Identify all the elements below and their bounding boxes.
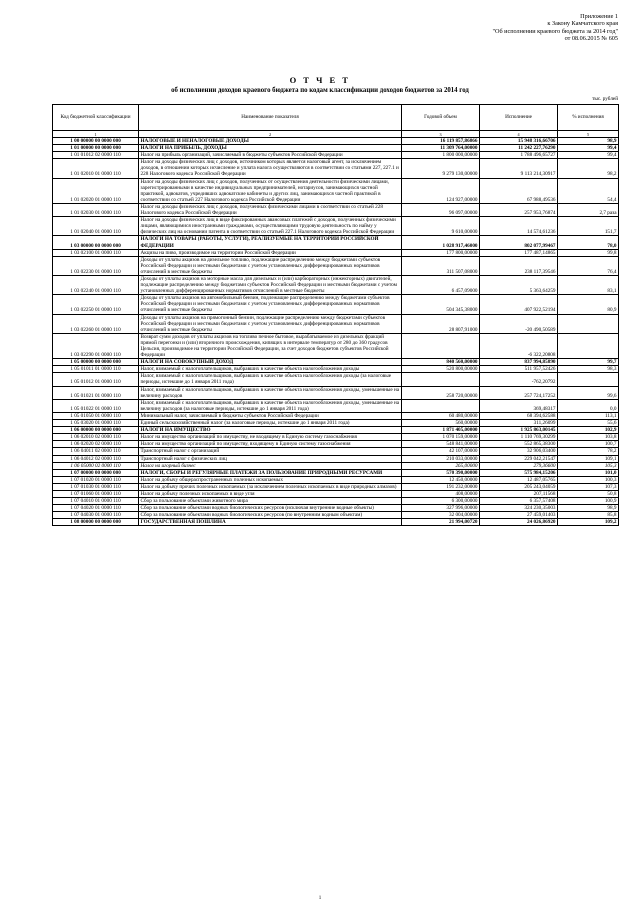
column-number: 2: [139, 131, 402, 138]
cell-plan: [402, 373, 480, 386]
cell-plan: 570 390,00000: [402, 469, 480, 476]
cell-code: 1 05 03020 01 0000 110: [53, 420, 139, 427]
cell-exec: 837 994,85890: [480, 359, 558, 366]
column-number: 4: [480, 131, 558, 138]
table-row: [53, 386, 619, 399]
table-row: [53, 448, 619, 455]
table-row: [53, 359, 619, 366]
cell-name: Возврат сумм доходов от уплаты акцизов на топливо печное бытовое, вырабатываемое из дизельных фракций прямой перегонки и (или) вторичного происхождения, кипящих в интервале температур от 280 до 360 градусов Цельсия, производимое на территории Российской Федерации, за счет доходов бюджетов субъектов Российской Федерации: [139, 333, 402, 358]
cell-name: Налог, взимаемый с налогоплательщиков, выбравших в качестве объекта налогообложения доходы, уменьшенные на величину расходов (за налоговые периоды, истекшие до 1 января 2011 года): [139, 399, 402, 412]
cell-pct: 100,9: [558, 498, 619, 505]
cell-pct: 83,1: [558, 275, 619, 294]
cell-code: 1 06 02010 02 0000 110: [53, 434, 139, 441]
cell-name: НАЛОГИ НА ТОВАРЫ (РАБОТЫ, УСЛУГИ), РЕАЛИЗУЕМЫЕ НА ТЕРРИТОРИИ РОССИЙСКОЙ ФЕДЕРАЦИИ: [139, 236, 402, 249]
cell-name: Налог на добычу прочих полезных ископаемых (за исключением полезных ископаемых в виде природных алмазов): [139, 483, 402, 490]
cell-code: 1 05 01021 01 0000 110: [53, 386, 139, 399]
cell-code: 1 06 02020 02 0000 110: [53, 441, 139, 448]
cell-exec: 324 230,35003: [480, 505, 558, 512]
cell-plan: [402, 333, 480, 358]
table-row: [53, 203, 619, 216]
cell-name: НАЛОГОВЫЕ И НЕНАЛОГОВЫЕ ДОХОДЫ: [139, 138, 402, 145]
cell-name: Налог на доходы физических лиц в виде фиксированных авансовых платежей с доходов, полученных физическими лицами, являющимися иностранными гражданами, осуществляющими трудовую деятельность по найму у физических лиц на основании патента в соответствии со статьей 227.1 Налогового кодекса Российской Федерации: [139, 217, 402, 236]
cell-exec: 15 948 316,66706: [480, 138, 558, 145]
cell-exec: -20 490,50589: [480, 314, 558, 333]
cell-exec: 6 357,57408: [480, 498, 558, 505]
cell-plan: 124 927,00000: [402, 178, 480, 203]
cell-name: Сбор за пользование объектами животного мира: [139, 498, 402, 505]
cell-plan: 9 279 130,00000: [402, 159, 480, 178]
cell-pct: 78,2: [558, 448, 619, 455]
cell-plan: 1 070 159,00000: [402, 434, 480, 441]
cell-name: Налог, взимаемый с налогоплательщиков, выбравших в качестве объекта налогообложения доходы: [139, 366, 402, 373]
cell-name: НАЛОГИ НА ИМУЩЕСТВО: [139, 427, 402, 434]
cell-code: 1 07 01060 01 0000 110: [53, 490, 139, 497]
cell-code: 1 03 02290 01 0000 110: [53, 333, 139, 358]
cell-name: ГОСУДАРСТВЕННАЯ ПОШЛИНА: [139, 519, 402, 526]
cell-name: Налог на доходы физических лиц с доходов, источником которых является налоговый агент, за исключением доходов, в отношении которых исчисление и уплата налога осуществляются в соответствии со статьями 227, 227.1 и 228 Налогового кодекса Российской Федерации: [139, 159, 402, 178]
cell-pct: 99,4: [558, 145, 619, 152]
table-row: [53, 256, 619, 275]
cell-code: 1 07 01030 01 0000 110: [53, 483, 139, 490]
cell-plan: 408,00000: [402, 490, 480, 497]
table-row: [53, 412, 619, 419]
table-row: [53, 249, 619, 256]
cell-exec: 575 984,15206: [480, 469, 558, 476]
cell-pct: 103,8: [558, 434, 619, 441]
cell-plan: 504 345,38000: [402, 295, 480, 314]
page-number: 1: [318, 896, 322, 901]
table-row: [53, 483, 619, 490]
table-row: [53, 519, 619, 526]
table-row: [53, 441, 619, 448]
cell-exec: 1 925 863,00145: [480, 427, 558, 434]
revenue-table: [52, 104, 619, 526]
cell-pct: 101,0: [558, 469, 619, 476]
cell-plan: 520 800,00000: [402, 366, 480, 373]
cell-name: Налог на добычу полезных ископаемых в виде угля: [139, 490, 402, 497]
cell-name: Налог на имущество организаций по имуществу, входящему в Единую систему газоснабжения: [139, 441, 402, 448]
cell-plan: 560,00000: [402, 420, 480, 427]
cell-pct: 80,9: [558, 295, 619, 314]
cell-plan: 327 996,00000: [402, 505, 480, 512]
cell-code: 1 05 01012 01 0000 110: [53, 373, 139, 386]
cell-pct: 76,4: [558, 256, 619, 275]
cell-code: 1 03 00000 00 0000 000: [53, 236, 139, 249]
cell-code: 1 03 02100 01 0000 110: [53, 249, 139, 256]
cell-plan: [402, 399, 480, 412]
report-title: О Т Ч Е Т: [289, 75, 351, 85]
table-row: [53, 434, 619, 441]
cell-code: 1 05 01011 01 0000 110: [53, 366, 139, 373]
cell-pct: 85,8: [558, 512, 619, 519]
cell-name: Налог на доходы физических лиц с доходов, полученных от осуществления деятельности физическими лицами, зарегистрированными в качестве индивидуальных предпринимателей, нотариусов, занимающихся частной практикой, адвокатов, учредивших адвокатские кабинеты и других лиц, занимающихся частной практикой в соответствии со статьей 227 Налогового кодекса Российской Федерации: [139, 178, 402, 203]
cell-pct: 99,8: [558, 249, 619, 256]
cell-exec: 1 110 769,30299: [480, 434, 558, 441]
cell-pct: [558, 373, 619, 386]
cell-code: 1 01 02020 01 0000 110: [53, 178, 139, 203]
cell-exec: 24 026,86920: [480, 519, 558, 526]
cell-pct: 50,8: [558, 490, 619, 497]
cell-name: Налог, взимаемый с налогоплательщиков, выбравших в качестве объекта налогообложения доходы (за налоговые периоды, истекшие до 1 января 2011 года): [139, 373, 402, 386]
cell-plan: 177 800,00000: [402, 249, 480, 256]
cell-code: 1 06 05000 02 0000 110: [53, 462, 139, 469]
table-row: [53, 138, 619, 145]
cell-exec: 207,11568: [480, 490, 558, 497]
cell-pct: 78,0: [558, 236, 619, 249]
table-row: [53, 295, 619, 314]
table-row: [53, 420, 619, 427]
table-row: [53, 217, 619, 236]
table-row: [53, 469, 619, 476]
appendix-line: к Закону Камчатского края: [547, 20, 618, 28]
cell-name: Транспортный налог с физических лиц: [139, 455, 402, 462]
cell-plan: 60 480,00000: [402, 412, 480, 419]
report-subtitle: об исполнении доходов краевого бюджета по кодам классификации доходов бюджетов за 2014 год: [171, 87, 469, 94]
table-row: [53, 505, 619, 512]
units-label: тыс. рублей: [592, 96, 618, 102]
column-number: 3: [402, 131, 480, 138]
cell-plan: 191 232,00000: [402, 483, 480, 490]
cell-pct: 109,2: [558, 519, 619, 526]
table-row: [53, 476, 619, 483]
cell-code: 1 06 04012 02 0000 110: [53, 455, 139, 462]
appendix-line: Приложение 1: [580, 13, 618, 20]
cell-exec: 369,48317: [480, 399, 558, 412]
table-row: [53, 152, 619, 159]
header-name: Наименование показателя: [139, 105, 402, 131]
cell-plan: 210 033,00000: [402, 455, 480, 462]
cell-plan: 16 119 857,86866: [402, 138, 480, 145]
cell-code: 1 05 01022 01 0000 110: [53, 399, 139, 412]
cell-pct: 109,1: [558, 455, 619, 462]
cell-pct: [558, 333, 619, 358]
cell-exec: 68 394,62588: [480, 412, 558, 419]
cell-exec: 27 459,01403: [480, 512, 558, 519]
cell-exec: 1 788 496,65727: [480, 152, 558, 159]
cell-pct: 113,1: [558, 412, 619, 419]
cell-code: 1 07 00000 00 0000 000: [53, 469, 139, 476]
cell-plan: 9 610,00000: [402, 217, 480, 236]
cell-exec: 802 077,99467: [480, 236, 558, 249]
cell-code: 1 05 01050 01 0000 110: [53, 412, 139, 419]
cell-pct: 2,7 раза: [558, 203, 619, 216]
cell-pct: 55,6: [558, 420, 619, 427]
cell-pct: 98,9: [558, 138, 619, 145]
cell-exec: 311,26099: [480, 420, 558, 427]
cell-code: 1 06 00000 00 0000 000: [53, 427, 139, 434]
cell-name: Налог на прибыль организаций, зачисляемый в бюджеты субъектов Российской Федерации: [139, 152, 402, 159]
cell-plan: 42 107,00000: [402, 448, 480, 455]
cell-plan: 12 450,00000: [402, 476, 480, 483]
cell-exec: 229 042,21547: [480, 455, 558, 462]
cell-pct: 107,3: [558, 483, 619, 490]
cell-plan: 6 300,00000: [402, 498, 480, 505]
cell-plan: 1 800 000,00000: [402, 152, 480, 159]
cell-plan: 6 457,09000: [402, 275, 480, 294]
cell-pct: 54,4: [558, 178, 619, 203]
cell-plan: 32 004,00000: [402, 512, 480, 519]
cell-code: 1 01 02030 01 0000 110: [53, 203, 139, 216]
header-row: [53, 105, 619, 131]
cell-plan: 21 994,00720: [402, 519, 480, 526]
column-number: 1: [53, 131, 139, 138]
cell-name: Налог на игорный бизнес: [139, 462, 402, 469]
cell-code: 1 03 02250 01 0000 110: [53, 295, 139, 314]
table-row: [53, 399, 619, 412]
cell-code: 1 08 00000 00 0000 000: [53, 519, 139, 526]
cell-pct: 98,2: [558, 159, 619, 178]
cell-pct: [558, 314, 619, 333]
cell-name: Доходы от уплаты акцизов на автомобильный бензин, подлежащие распределению между бюджетами субъектов Российской Федерации и местными бюджетами с учетом установленных дифференцированных нормативов отчислений в местные бюджеты: [139, 295, 402, 314]
cell-name: Доходы от уплаты акцизов на дизельное топливо, подлежащие распределению между бюджетами субъектов Российской Федерации и местными бюджетами с учетом установленных дифференцированных нормативов отчислений в местные бюджеты: [139, 256, 402, 275]
table-row: [53, 462, 619, 469]
cell-name: Доходы от уплаты акцизов на моторные масла для дизельных и (или) карбюраторных (инжекторных) двигателей, подлежащие распределению между бюджетами субъектов Российской Федерации и местными бюджетами с учетом установленных дифференцированных нормативов отчислений в местные бюджеты: [139, 275, 402, 294]
table-row: [53, 427, 619, 434]
cell-name: Налог на имущество организаций по имуществу, не входящему в Единую систему газоснабжения: [139, 434, 402, 441]
table-row: [53, 236, 619, 249]
cell-pct: 0,0: [558, 399, 619, 412]
cell-pct: 98,3: [558, 366, 619, 373]
table-body: [53, 138, 619, 526]
cell-plan: 96 097,00000: [402, 203, 480, 216]
cell-pct: 105,3: [558, 462, 619, 469]
cell-name: Доходы от уплаты акцизов на прямогонный бензин, подлежащие распределению между бюджетами субъектов Российской Федерации и местными бюджетами с учетом установленных дифференцированных нормативов отчислений в местные бюджеты: [139, 314, 402, 333]
cell-code: 1 07 04030 01 0000 110: [53, 512, 139, 519]
cell-name: Налог на доходы физических лиц с доходов, полученных физическими лицами в соответствии со статьей 228 Налогового кодекса Российской Федерации: [139, 203, 402, 216]
cell-pct: 99,7: [558, 359, 619, 366]
cell-pct: 102,9: [558, 427, 619, 434]
table-row: [53, 333, 619, 358]
cell-pct: 100,7: [558, 441, 619, 448]
cell-name: Налог, взимаемый с налогоплательщиков, выбравших в качестве объекта налогообложения доходы, уменьшенные на величину расходов: [139, 386, 402, 399]
cell-pct: 99,4: [558, 152, 619, 159]
cell-plan: 311 507,08000: [402, 256, 480, 275]
cell-exec: 205 243,04059: [480, 483, 558, 490]
table-row: [53, 366, 619, 373]
cell-exec: 11 242 227,76290: [480, 145, 558, 152]
cell-name: Минимальный налог, зачисляемый в бюджеты субъектов Российской Федерации: [139, 412, 402, 419]
cell-exec: 511 957,52426: [480, 366, 558, 373]
header-exec: Исполнение: [480, 105, 558, 131]
cell-code: 1 03 02260 01 0000 110: [53, 314, 139, 333]
cell-plan: 1 871 405,00000: [402, 427, 480, 434]
cell-name: Сбор за пользование объектами водных биологических ресурсов (по внутренним водным объектам): [139, 512, 402, 519]
table-row: [53, 498, 619, 505]
table-row: [53, 490, 619, 497]
cell-plan: 840 560,00000: [402, 359, 480, 366]
cell-plan: 1 028 917,46000: [402, 236, 480, 249]
cell-code: 1 03 02230 01 0000 110: [53, 256, 139, 275]
cell-exec: -762,20792: [480, 373, 558, 386]
column-number: 5: [558, 131, 619, 138]
cell-pct: 151,7: [558, 217, 619, 236]
cell-name: Сбор за пользование объектами водных биологических ресурсов (исключая внутренние водные объекты): [139, 505, 402, 512]
cell-name: Акцизы на пиво, производимое на территории Российской Федерации: [139, 249, 402, 256]
cell-pct: 99,6: [558, 386, 619, 399]
cell-code: 1 03 02240 01 0000 110: [53, 275, 139, 294]
cell-code: 1 01 02040 01 0000 110: [53, 217, 139, 236]
header-pct: % исполнения: [558, 105, 619, 131]
header-plan: Годовой объем: [402, 105, 480, 131]
cell-code: 1 01 01012 02 0000 110: [53, 152, 139, 159]
cell-plan: 28 807,91000: [402, 314, 480, 333]
cell-exec: 12 487,05765: [480, 476, 558, 483]
cell-code: 1 07 04010 01 0000 110: [53, 498, 139, 505]
cell-code: 1 06 04011 02 0000 110: [53, 448, 139, 455]
appendix-line: "Об исполнении краевого бюджета за 2014 год": [492, 27, 618, 35]
cell-name: Единый сельскохозяйственный налог (за налоговые периоды, истекшие до 1 января 2011 года): [139, 420, 402, 427]
cell-pct: 98,9: [558, 505, 619, 512]
table-row: [53, 373, 619, 386]
cell-code: 1 07 01020 01 0000 110: [53, 476, 139, 483]
cell-name: НАЛОГИ НА СОВОКУПНЫЙ ДОХОД: [139, 359, 402, 366]
appendix-line: от 08.06.2015 № 605: [564, 35, 618, 43]
cell-exec: 552 865,38300: [480, 441, 558, 448]
cell-exec: 238 117,39546: [480, 256, 558, 275]
cell-pct: 100,3: [558, 476, 619, 483]
cell-code: 1 00 00000 00 0000 000: [53, 138, 139, 145]
cell-exec: 177 487,14865: [480, 249, 558, 256]
cell-name: Транспортный налог с организаций: [139, 448, 402, 455]
table-row: [53, 314, 619, 333]
table-row: [53, 178, 619, 203]
cell-exec: 257 724,17252: [480, 386, 558, 399]
cell-code: 1 05 00000 00 0000 000: [53, 359, 139, 366]
table-row: [53, 159, 619, 178]
cell-exec: -6 322,20808: [480, 333, 558, 358]
cell-exec: 14 574,61236: [480, 217, 558, 236]
cell-exec: 67 988,49536: [480, 178, 558, 203]
cell-exec: 279,36600: [480, 462, 558, 469]
cell-code: 1 07 04020 01 0000 110: [53, 505, 139, 512]
cell-code: 1 01 00000 00 0000 000: [53, 145, 139, 152]
table-row: [53, 455, 619, 462]
column-number-row: [53, 131, 619, 138]
cell-plan: 548 841,00000: [402, 441, 480, 448]
cell-exec: 407 922,52194: [480, 295, 558, 314]
cell-name: НАЛОГИ, СБОРЫ И РЕГУЛЯРНЫЕ ПЛАТЕЖИ ЗА ПОЛЬЗОВАНИЕ ПРИРОДНЫМИ РЕСУРСАМИ: [139, 469, 402, 476]
cell-plan: 258 720,00000: [402, 386, 480, 399]
cell-name: НАЛОГИ НА ПРИБЫЛЬ, ДОХОДЫ: [139, 145, 402, 152]
appendix-block: [492, 13, 618, 43]
cell-exec: 5 363,64259: [480, 275, 558, 294]
cell-exec: 9 113 214,30917: [480, 159, 558, 178]
table-row: [53, 275, 619, 294]
cell-name: Налог на добычу общераспространенных полезных ископаемых: [139, 476, 402, 483]
cell-plan: 265,00000: [402, 462, 480, 469]
cell-exec: 32 906,03400: [480, 448, 558, 455]
cell-plan: 11 309 764,00000: [402, 145, 480, 152]
cell-code: 1 01 02010 01 0000 110: [53, 159, 139, 178]
table-row: [53, 512, 619, 519]
cell-exec: 257 953,76874: [480, 203, 558, 216]
table-row: [53, 145, 619, 152]
header-code: Код бюджетной классификации: [53, 105, 139, 131]
